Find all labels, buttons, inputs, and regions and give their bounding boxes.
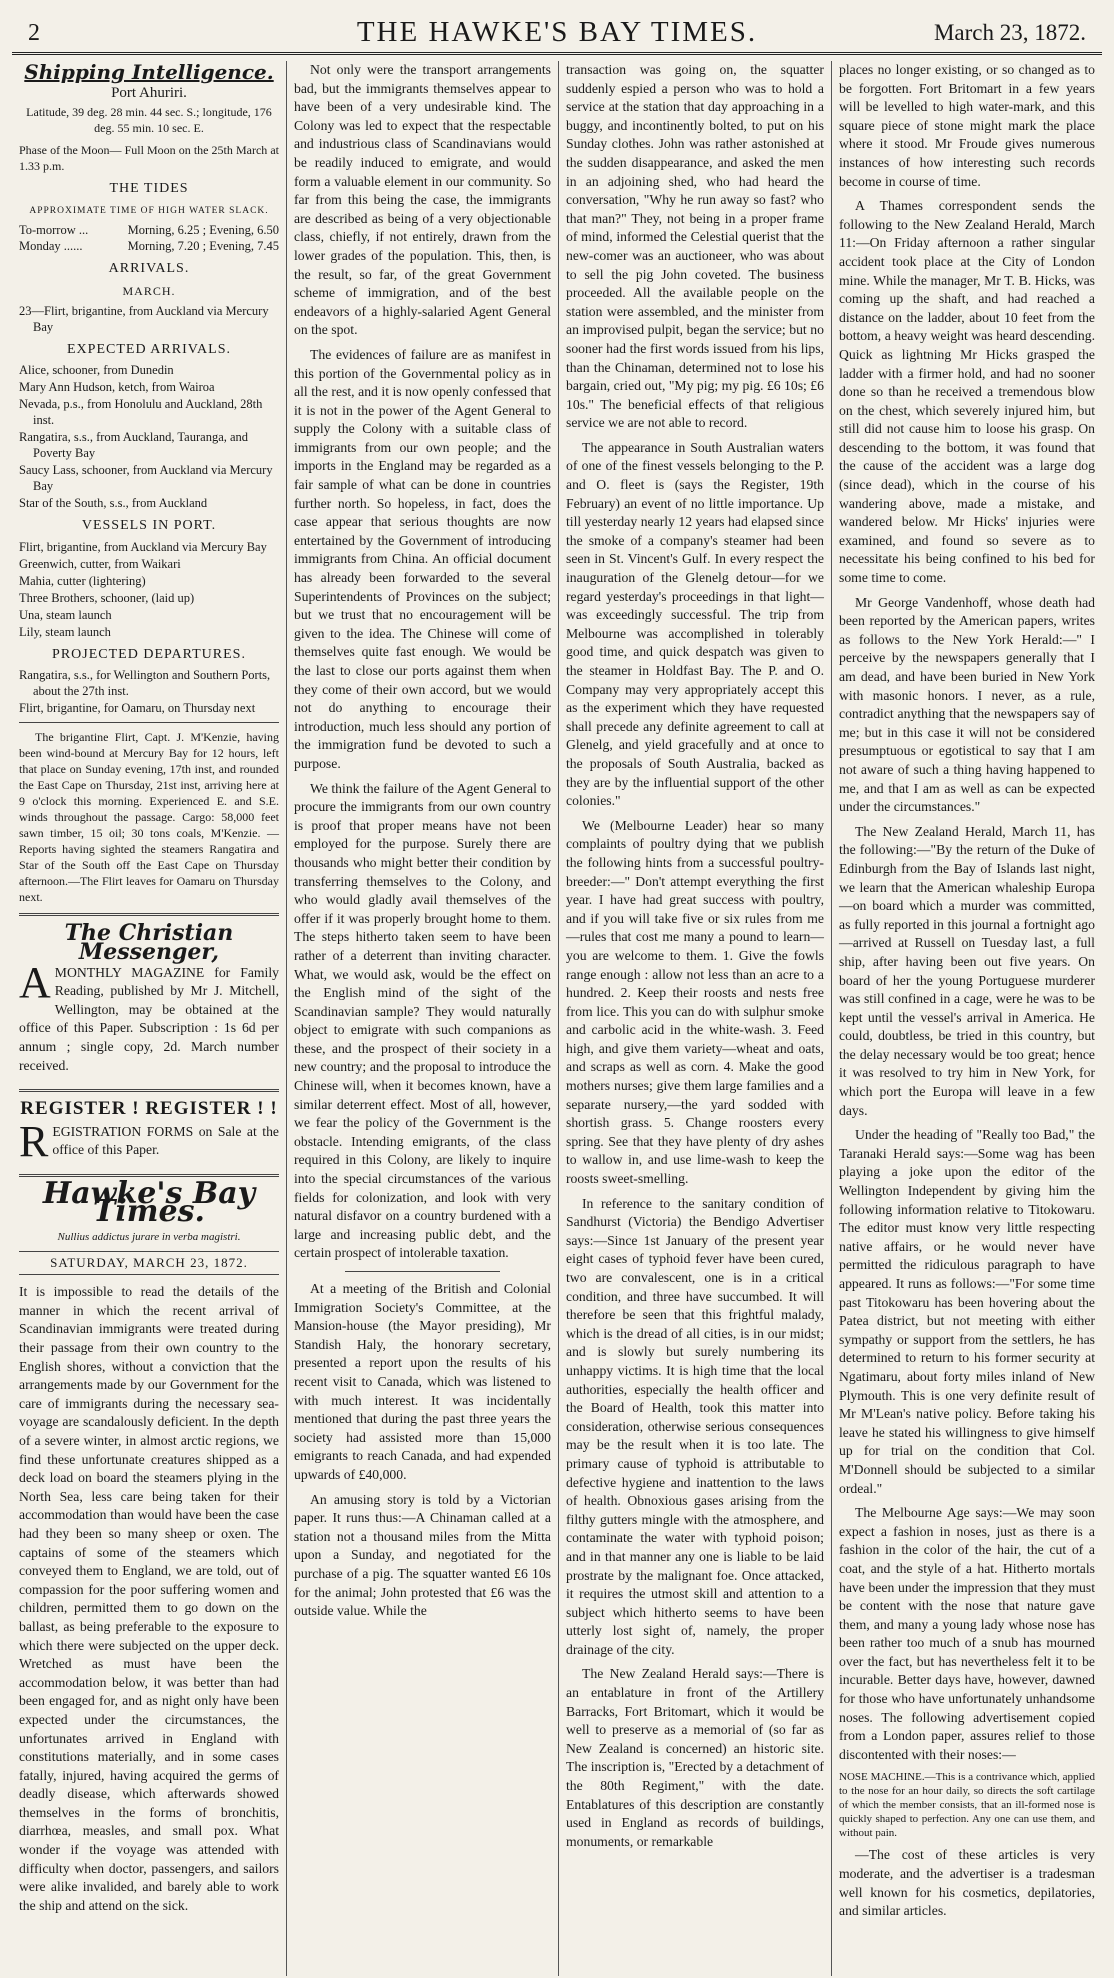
article-paragraph: An amusing story is told by a Victorian paper. It runs thus:—A Chinaman called at a station not a thousand miles from the Mitta upon a Sunday, and negotiated for the purchase of a pig. The squatter wanted £6 10s for the animal; John protested that £6 was the outside value. While the — [294, 1491, 551, 1619]
editorial-paragraph: Not only were the transport arrangements bad, but the immigrants themselves appear to have been of a very undesirable kind. The Colony was led to expect that the respectable and industrious class of Scandinavians would be readily induced to emigrate, and would form a valuable element in our community. So far from this being the case, the immigrants are described as being of a very objectionable class, chiefly, if not entirely, drawn from the lower grades of the population. This, then, is the result, so far, of the great Government scheme of immigration, and of the best endeavors of a highly-salaried Agent General on the spot. — [294, 62, 551, 338]
departure-item: Flirt, brigantine, for Oamaru, on Thursday next — [19, 701, 256, 716]
expected-item: Mary Ann Hudson, ketch, from Wairoa — [19, 380, 215, 395]
inport-item: Una, steam launch — [19, 607, 112, 622]
column-2 — [287, 61, 559, 1976]
issue-date: March 23, 1872. — [933, 20, 1086, 45]
inport-heading: VESSELS IN PORT. — [81, 518, 217, 534]
article-paragraph: The New Zealand Herald, March 11, has the following:—"By the return of the Duke of Edinburgh from the Bay of Islands last night, we learn that the American whaleship Europa—on board which a murder was committed, as fully reported in this journal a fortnight ago—arrived at Russell on Tuesday last, a full ship, after having been out five years. On board of her the young Portuguese murderer was still confined in a cage, were he was to be kept until the vessel's arrival in America. He could, doubtless, be tried in this country, but the delay necessary would be too great; hence it was resolved to try him in New York, for which port the Europa will leave in a few days. — [839, 823, 1095, 1118]
article-paragraph: transaction was going on, the squatter suddenly espied a person who was to hold a service at the station that day approaching in a buggy, and incontinently bolted, to put on his Sunday clothes. John was rather astonished at the sudden disappearance, and asked the men in an adjoining shed, who had heard the conversation, "Why he run away so fast? who that man?" They, not being in a proper frame of mind, informed the Celestial querist that the new-comer was an auctioneer, who was about to sell the pig John coveted. The business proceeded. All the available people on the station were assembled, and the minister from an improvised pulpit, began the service; but no sooner had the first words issued from his lips, than the Chinaman, determined not to lose his bargain, cried out, "My pig; my pig. £6 10s; £6 10s." The beneficial effects of that religious service we are not able to record. — [566, 62, 824, 431]
article-paragraph: The New Zealand Herald says:—There is an entablature in front of the Artillery Barracks, Fort Britomart, which it would be well to preserve as a memorial of (so far as New Zealand is concerned) an historic site. The inscription is, "Erected by a detachment of the 80th Regiment," with the date. Entablatures of this description are constantly used in England as records of buildings, monuments, or remarkable — [566, 1666, 824, 1849]
column-3 — [559, 61, 832, 1976]
inport-item: Greenwich, cutter, from Waikari — [19, 556, 181, 571]
expected-item: Rangatira, s.s., from Auckland, Tauranga, and Poverty Bay — [19, 430, 249, 461]
tide-row: Monday ...... Morning, 7.20 ; Evening, 7.45 — [19, 239, 279, 254]
article-paragraph: We (Melbourne Leader) hear so many complaints of poultry dying that we publish the following hints from a successful poultry-breeder:—" Don't attempt everything the first year. I have had great success with poultry, and if you will take five or six rules from me —rules that cost me many a pound to learn—you are welcome to them. 1. Give the fowls range enough : allow not less than an acre to a hundred. 2. Keep their roosts and nests free from lice. This you can do with sulphur smoke and carbolic acid in the white-wash. 3. Feed high, and give them variety—wheat and oats, and scraps as well as corn. 4. Make the good mothers nurses; give them large families and a separate nursery,—the yard sodded with shortish grass. 5. Change roosters every spring. See that they have plenty of dry ashes to wallow in, and use lime-wash to keep the roosts sweet-smelling. — [566, 817, 824, 1187]
moon-phase: Phase of the Moon— Full Moon on the 25th March at 1.33 p.m. — [19, 143, 279, 174]
tides-subheading: APPROXIMATE TIME OF HIGH WATER SLACK. — [29, 205, 269, 216]
divider — [19, 913, 279, 916]
editorial-paragraph: The evidences of failure are as manifest in this portion of the Governmental policy as in all the rest, and it is now openly confessed that it is not in the power of the Agent General to supply the Colony with a suitable class of immigrants from our own people; and the imports in the England may be regarded as a fair sample of what can be done in countries further north. So hopeless, in fact, does the case appear that serious thoughts are now entertained by the Government of introducing immigrants from China. An official document has already been forwarded to the several Superintendents of Provinces on the subject; but we trust that no encouragement will be given to the idea. The Chinese will come of themselves quite fast enough. We would be the last to close our ports against them when they come of their own accord, but we would not do anything to encourage their introduction, much less should any portion of the immigration fund be devoted to such a purpose. — [294, 346, 551, 771]
shipping-note: The brigantine Flirt, Capt. J. M'Kenzie, having been wind-bound at Mercury Bay for 12 hours, left that place on Sunday evening, 17th inst, and rounded the East Cape on Thursday, 21st inst, arriving here at 9 o'clock this morning. Experienced E. and S.E. winds throughout the passage. Cargo: 58,000 feet sawn timber, 15 oil; 30 tons coals, M'Kenzie. —Reports having sighted the steamers Rangatira and Star of the South off the East Cape on Thursday afternoon.—The Flirt leaves for Oamaru on Thursday next. — [19, 730, 279, 905]
inport-item: Flirt, brigantine, from Auckland via Mercury Bay — [19, 539, 267, 554]
editorial-dateline: SATURDAY, MARCH 23, 1872. — [19, 1251, 279, 1276]
masthead — [12, 8, 1102, 55]
paper-motto: Nullius addictus jurare in verba magistri. — [57, 1231, 241, 1244]
columns — [12, 61, 1102, 1976]
article-paragraph: In reference to the sanitary condition of Sandhurst (Victoria) the Bendigo Advertiser says:—Since 1st January of the present year eight cases of typhoid fever have been cured, two are convalescent, one is in a critical condition, and three have succumbed. It will therefore be seen that this frightful malady, which is the dread of all cities, is in our midst; and is slowly but surely numbering its unhappy victims. It is high time that the local authorities, especially the health officer and the Board of Health, took this matter into consideration, otherwise serious consequences may be the result when it is too late. The primary cause of typhoid is attributable to defective hygiene and inattention to the laws of health. Obnoxious gases arising from the filthy gutters mingle with the atmosphere, and contaminate the water with typhoid poison; and in that manner any one is liable to be laid prostrate by the malignant foe. Once attacked, it requires the utmost skill and attention to a subject which hitherto seems to have been utterly lost sight of, namely, the proper drainage of the city. — [566, 1195, 824, 1657]
inport-item: Mahia, cutter (lightering) — [19, 573, 146, 588]
editorial-paragraph: It is impossible to read the details of the manner in which the recent arrival of Scandinavian immigrants were treated during their passage from their own country to the English shores, without a conviction that the arrangements made by our Government for the care of immigrants during the necessary sea-voyage are scandalously deficient. In the depth of a severe winter, in almost arctic regions, we find these unfortunate creatures shipped as a deck load on board the steamers plying in the North Sea, less care being taken for their accommodation than would have been the case had they been so many sheep or oxen. The captains of some of the steamers which conveyed them to England, we are told, out of compassion for the poor suffering women and children, permitted them to go down on the ballast, as being preferable to the exposure to which there were subjected on the upper deck. Wretched as must have been the accommodation below, it was better than had been engaged for, and as night only have been expected under the circumstances, the unfortunates arrived in England with constitutions materially, and in some cases fatally, injured, having acquired the germs of deadly disease, which afterwards showed themselves in the forms of bronchitis, diarrhœa, measles, and small pox. What wonder if the voyage was attended with difficulty when doctor, passengers, and sailors were alike invalided, and barely able to work the ship and attend on the sick. — [19, 1284, 279, 1913]
article-paragraph: The appearance in South Australian waters of one of the finest vessels belonging to the P. and O. fleet is (says the Register, 19th February) an event of no little importance. Up till yesterday nearly 12 years had elapsed since the smoke of a company's steamer had been seen in St. Vincent's Gulf. In every respect the inauguration of the Glenelg detour—for we regard yesterday's proceedings in that light—was exceedingly successful. The trip from Melbourne was accomplished in tolerably good time, and quick despatch was given to the steamer in Holdfast Bay. The P. and O. Company may very appropriately accept this as the experiment which they have requested shall precede any definite agreement to call at Glenelg, and yield gracefully and at once to the proposals of South Australia, backed as they are by the influential support of the other colonies." — [566, 439, 824, 809]
paper-title: THE HAWKE'S BAY TIMES. — [356, 16, 758, 48]
article-paragraph: —The cost of these articles is very moderate, and the advertiser is a tradesman well known for his cosmetics, depilatories, and similar articles. — [839, 1847, 1095, 1919]
nose-machine-ad: NOSE MACHINE.—This is a contrivance which, applied to the nose for an hour daily, so directs the soft cartilage of which the member consists, that an ill-formed nose is quickly shaped to perfection. Any one can use them, and without pain. — [839, 1771, 1095, 1840]
article-paragraph: Under the heading of "Really too Bad," the Taranaki Herald says:—Some wag has been playing a joke upon the editor of the Wellington Independent by giving him the following information relative to Titokowaru. The editor must know very little respecting native affairs, or he would never have permitted the ridiculous paragraph to have appeared. It runs as follows:—"For some time past Titokowaru has been hovering about the Patea district, but not meeting with either sympathy or support from the settlers, he has determined to return to his former security at Ngatimaru, about forty miles inland of New Plymouth. This is one very definite result of Mr M'Lean's native policy. Before taking his leave he stated his willingness to give himself up for trial on the condition that Col. M'Donnell should be subjected to a similar ordeal." — [839, 1127, 1095, 1496]
editorial-paper-title: Hawke's Bay Times. — [42, 1175, 256, 1230]
port-name: Port Ahuriri. — [111, 84, 187, 101]
divider — [19, 722, 279, 723]
page-number: 2 — [28, 20, 40, 46]
expected-item: Nevada, p.s., from Honolulu and Auckland, 28th inst. — [19, 397, 263, 428]
register-ad — [19, 1116, 279, 1166]
tide-row: To-morrow ... Morning, 6.25 ; Evening, 6.50 — [19, 223, 279, 238]
arrivals-heading: ARRIVALS. — [108, 261, 190, 277]
messenger-ad — [19, 957, 279, 1082]
inport-item: Three Brothers, schooner, (laid up) — [19, 590, 195, 605]
tides-heading: THE TIDES — [109, 181, 189, 197]
expected-item: Alice, schooner, from Dunedin — [19, 363, 174, 378]
expected-item: Star of the South, s.s., from Auckland — [19, 496, 208, 511]
register-title: REGISTER ! REGISTER ! ! — [20, 1098, 278, 1120]
article-paragraph: A Thames correspondent sends the following to the New Zealand Herald, March 11:—On Friday afternoon a rather singular accident took place at the City of London mine. While the manager, Mr T. B. Hicks, was coming up the shaft, and had reached a distance on the ladder, about 10 feet from the bottom, a heavy weight was heard descending. Quick as lightning Mr Hicks grasped the ladder with a firmer hold, and had no sooner done so than he received a tremendous blow on the chest, which severely injured him, but still did not cause him to loose his grasp. On descending to the bottom, it was found that the cause of the accident was a large dog (since dead), which in the course of his wandering above, made a mistake, and wandered below. Mr Hicks' injuries were examined, and found so severe as to necessitate his being confined to his bed for some time to come. — [839, 198, 1095, 586]
shipping-heading: Shipping Intelligence. — [24, 61, 274, 84]
article-paragraph: places no longer existing, or so changed as to be forgotten. Fort Britomart in a few years will be levelled to high water-mark, and this square piece of stone might mark the place where it stood. Mr Froude gives numerous instances of how interesting such records become in course of time. — [839, 62, 1095, 189]
expected-item: Saucy Lass, schooner, from Auckland via Mercury Bay — [19, 463, 273, 494]
article-paragraph: At a meeting of the British and Colonial Immigration Society's Committee, at the Mansion-house (the Mayor presiding), Mr Standish Haly, the honorary secretary, presented a report upon the results of his recent visit to Canada, which was listened to with much interest. It was incidentally mentioned that during the past three years the society had assisted more than 15,000 emigrants to reach Canada, and had expended upwards of £40,000. — [294, 1281, 551, 1482]
register-dropcap: R — [19, 1116, 49, 1166]
article-paragraph: Mr George Vandenhoff, whose death had been reported by the American papers, writes as follows to the New York Herald:—" I perceive by the newspapers generally that I am dead, and have been buried in New York with masonic honors. I never, as a rule, contradict anything that the newspapers say of me; but in this case it will not be considered presumptuous or egotistical to say that I am not aware of such a thing having happened to me, and that I am as well as can be expected under the circumstances." — [839, 594, 1095, 815]
article-paragraph: The Melbourne Age says:—We may soon expect a fashion in noses, just as there is a fashion in the color of the hair, the cut of a coat, and the style of a hat. Hitherto mortals have been under the impression that they must be content with the nose that nature gave them, and many a young lady whose nose has been rather too much of a snub has mourned over the fact, but has nevertheless felt it to be incurable. Better days have, however, dawned for those who have unfortunately unhandsome noses. The following advertisement copied from a London paper, assures relief to those discontented with their noses:— — [839, 1505, 1095, 1762]
departure-item: Rangatira, s.s., for Wellington and Southern Ports, about the 27th inst. — [19, 668, 271, 699]
divider — [345, 1271, 499, 1272]
divider — [19, 1089, 279, 1092]
messenger-text: MONTHLY MAGAZINE for Family Reading, published by Mr J. Mitchell, Wellington, may be obtained at the office of this Paper. Subscription : 1s 6d per annum ; single copy, 2d. March number received. — [19, 964, 279, 1073]
arrivals-month: MARCH. — [122, 283, 176, 298]
arrival-item: 23—Flirt, brigantine, from Auckland via Mercury Bay — [19, 303, 269, 334]
column-1 — [12, 61, 287, 1976]
departures-heading: PROJECTED DEPARTURES. — [52, 646, 246, 662]
messenger-dropcap: A — [19, 957, 51, 1007]
expected-heading: EXPECTED ARRIVALS. — [67, 341, 231, 357]
register-text: EGISTRATION FORMS on Sale at the office of this Paper. — [52, 1123, 279, 1158]
messenger-title: The Christian Messenger, — [64, 920, 234, 965]
column-4 — [832, 61, 1102, 1976]
port-location: Latitude, 39 deg. 28 min. 44 sec. S.; longitude, 176 deg. 55 min. 10 sec. E. — [26, 105, 272, 136]
inport-item: Lily, steam launch — [19, 624, 111, 639]
editorial-paragraph: We think the failure of the Agent General to procure the immigrants from our own country is proof that proper means have not been employed for the purpose. Surely there are thousands who might better their condition by transferring themselves to the Colony, and who would gladly avail themselves of the offer if it was properly brought home to them. The steps hitherto taken seem to have been rather of a deterrent than inviting character. What, we would ask, would be the effect on the English mind of the sight of the Scandinavian sample? They would naturally object to emigrate with such companions as these, and the prospect of their society in a new country; and the proposal to introduce the Chinese will, when it becomes known, have a similar deterrent effect. Most of all, however, we fear the policy of the Government is the obstacle. Intending emigrants, of the class required in this Colony, are likely to inquire into the special circumstances of the various fields for colonization, and look with very natural disfavor on a country burdened with a large and increasing public debt, and the certain prospect of intolerable taxation. — [294, 780, 551, 1261]
